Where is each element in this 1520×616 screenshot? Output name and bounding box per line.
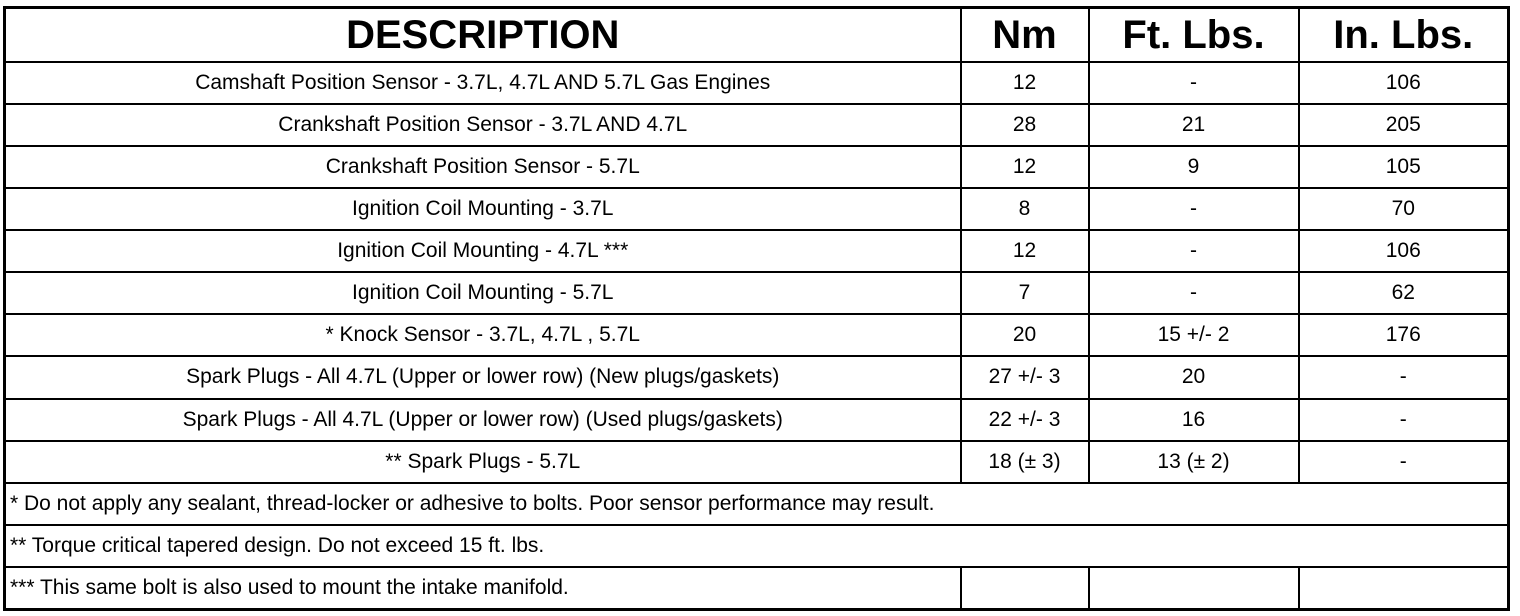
cell-nm: 12	[961, 62, 1089, 104]
header-row	[5, 8, 1509, 63]
cell-ft-lbs: 21	[1089, 104, 1299, 146]
footnote-double-asterisk: ** Torque critical tapered design. Do not exceed 15 ft. lbs.	[5, 525, 1509, 567]
note-row	[5, 567, 1509, 610]
table-row	[5, 272, 1509, 314]
cell-nm: 27 +/- 3	[961, 356, 1089, 398]
cell-nm: 7	[961, 272, 1089, 314]
header-description: DESCRIPTION	[5, 8, 961, 63]
cell-in-lbs: 70	[1299, 188, 1509, 230]
cell-ft-lbs: 15 +/- 2	[1089, 314, 1299, 356]
cell-description: Camshaft Position Sensor - 3.7L, 4.7L AND 5.7L Gas Engines	[5, 62, 961, 104]
note-row	[5, 483, 1509, 525]
table-row	[5, 356, 1509, 398]
cell-in-lbs: 62	[1299, 272, 1509, 314]
cell-ft-lbs: -	[1089, 272, 1299, 314]
cell-in-lbs: -	[1299, 356, 1509, 398]
cell-description: Spark Plugs - All 4.7L (Upper or lower row) (New plugs/gaskets)	[5, 356, 961, 398]
cell-in-lbs: 176	[1299, 314, 1509, 356]
header-ft-lbs: Ft. Lbs.	[1089, 8, 1299, 63]
cell-description: Crankshaft Position Sensor - 5.7L	[5, 146, 961, 188]
cell-in-lbs: 205	[1299, 104, 1509, 146]
cell-nm: 8	[961, 188, 1089, 230]
empty-cell	[1089, 567, 1299, 610]
cell-description: Ignition Coil Mounting - 5.7L	[5, 272, 961, 314]
table-row	[5, 104, 1509, 146]
cell-nm: 22 +/- 3	[961, 399, 1089, 441]
table-row	[5, 230, 1509, 272]
cell-nm: 28	[961, 104, 1089, 146]
cell-description: ** Spark Plugs - 5.7L	[5, 441, 961, 483]
footnote-triple-asterisk: *** This same bolt is also used to mount the intake manifold.	[5, 567, 961, 610]
cell-in-lbs: -	[1299, 399, 1509, 441]
header-in-lbs: In. Lbs.	[1299, 8, 1509, 63]
table-row	[5, 188, 1509, 230]
cell-in-lbs: 106	[1299, 62, 1509, 104]
cell-description: * Knock Sensor - 3.7L, 4.7L , 5.7L	[5, 314, 961, 356]
torque-spec-table	[3, 6, 1510, 611]
cell-ft-lbs: -	[1089, 188, 1299, 230]
empty-cell	[1299, 567, 1509, 610]
note-row	[5, 525, 1509, 567]
cell-nm: 12	[961, 146, 1089, 188]
cell-in-lbs: 105	[1299, 146, 1509, 188]
cell-nm: 12	[961, 230, 1089, 272]
table-row	[5, 62, 1509, 104]
cell-nm: 20	[961, 314, 1089, 356]
footnote-single-asterisk: * Do not apply any sealant, thread-locker or adhesive to bolts. Poor sensor performance may result.	[5, 483, 1509, 525]
cell-description: Spark Plugs - All 4.7L (Upper or lower row) (Used plugs/gaskets)	[5, 399, 961, 441]
cell-ft-lbs: -	[1089, 230, 1299, 272]
table-row	[5, 399, 1509, 441]
cell-ft-lbs: -	[1089, 62, 1299, 104]
table-row	[5, 314, 1509, 356]
table-row	[5, 146, 1509, 188]
cell-in-lbs: 106	[1299, 230, 1509, 272]
table-row	[5, 441, 1509, 483]
cell-ft-lbs: 9	[1089, 146, 1299, 188]
cell-description: Ignition Coil Mounting - 3.7L	[5, 188, 961, 230]
cell-nm: 18 (± 3)	[961, 441, 1089, 483]
cell-ft-lbs: 20	[1089, 356, 1299, 398]
cell-ft-lbs: 16	[1089, 399, 1299, 441]
cell-ft-lbs: 13 (± 2)	[1089, 441, 1299, 483]
header-nm: Nm	[961, 8, 1089, 63]
empty-cell	[961, 567, 1089, 610]
cell-description: Ignition Coil Mounting - 4.7L ***	[5, 230, 961, 272]
cell-description: Crankshaft Position Sensor - 3.7L AND 4.7L	[5, 104, 961, 146]
cell-in-lbs: -	[1299, 441, 1509, 483]
